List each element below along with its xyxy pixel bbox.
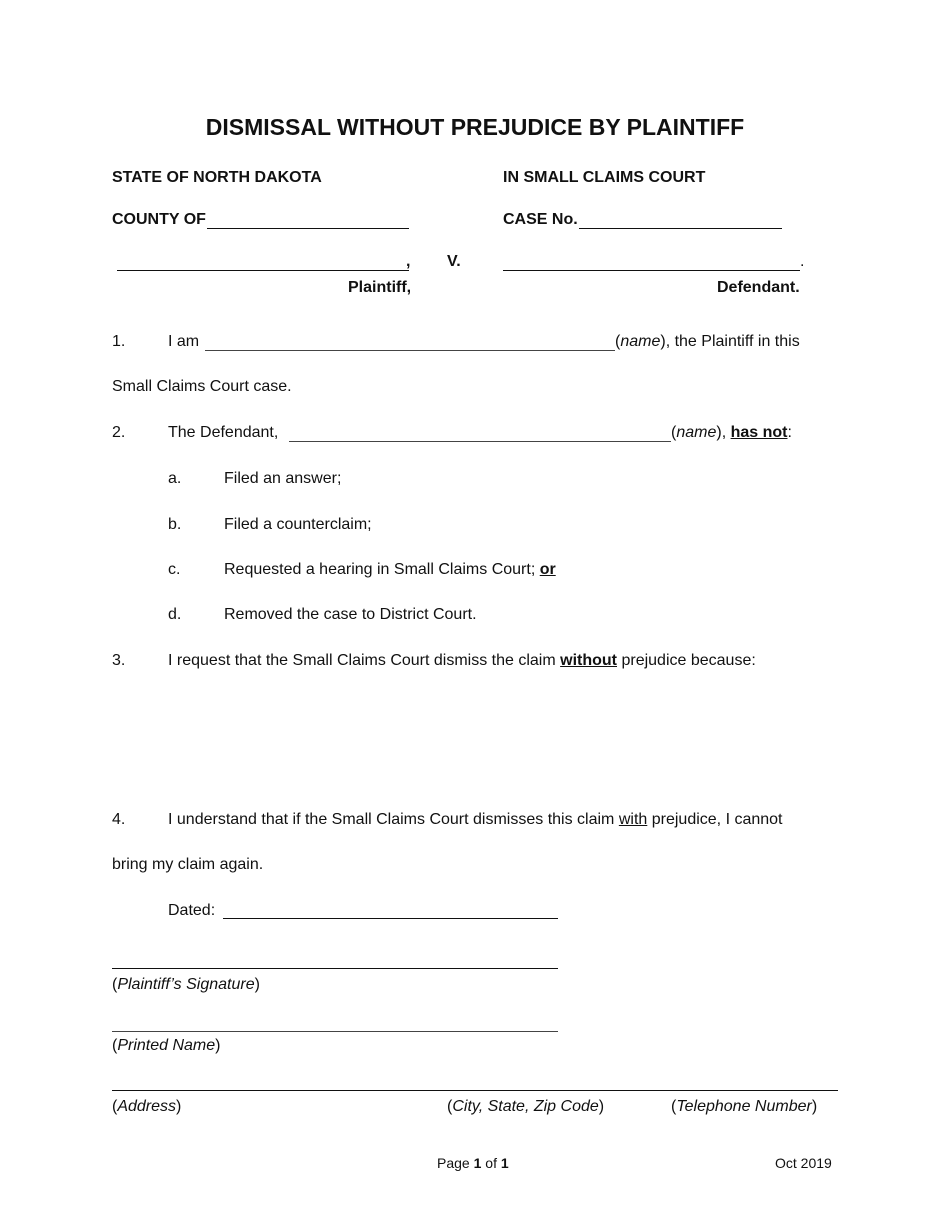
item-2-number: 2. xyxy=(112,424,126,441)
signature-label: (Plaintiff’s Signature) xyxy=(112,976,260,993)
defendant-name-field-2[interactable] xyxy=(289,441,671,442)
item-4-continuation: bring my claim again. xyxy=(112,856,264,873)
dated-label: Dated: xyxy=(168,902,216,919)
subitem-letter: c. xyxy=(168,561,181,578)
plaintiff-name-field[interactable] xyxy=(117,270,409,271)
item-1-continuation: Small Claims Court case. xyxy=(112,378,292,395)
reason-area[interactable] xyxy=(168,680,838,790)
item-4-number: 4. xyxy=(112,811,126,828)
defendant-period: . xyxy=(800,253,805,270)
subitem-text: Filed an answer; xyxy=(224,470,342,487)
plaintiff-comma: , xyxy=(406,253,411,270)
versus-label: V. xyxy=(447,253,461,270)
printed-name-label: (Printed Name) xyxy=(112,1037,221,1054)
item-2-name-note: (name), has not: xyxy=(671,424,792,441)
page-number: Page 1 of 1 xyxy=(437,1155,509,1171)
subitem-letter: b. xyxy=(168,516,182,533)
county-label: COUNTY OF xyxy=(112,211,206,228)
subitem-letter: d. xyxy=(168,606,182,623)
printed-name-field[interactable] xyxy=(112,1031,558,1032)
item-1-name-note: (name), the Plaintiff in this xyxy=(615,333,800,350)
item-3-text: I request that the Small Claims Court dismiss the claim without prejudice because: xyxy=(168,652,756,669)
case-number-label: CASE No. xyxy=(503,211,578,228)
plaintiff-label: Plaintiff, xyxy=(348,279,412,296)
form-revision-date: Oct 2019 xyxy=(775,1155,832,1171)
subitem-text: Requested a hearing in Small Claims Court; or xyxy=(224,561,556,578)
date-field[interactable] xyxy=(223,918,558,919)
item-3-number: 3. xyxy=(112,652,126,669)
subitem-text: Filed a counterclaim; xyxy=(224,516,372,533)
item-4-text: I understand that if the Small Claims Court dismisses this claim with prejudice, I cannot xyxy=(168,811,783,828)
item-1-prefix: I am xyxy=(168,333,200,350)
page-title: DISMISSAL WITHOUT PREJUDICE BY PLAINTIFF xyxy=(205,114,745,140)
address-label: (Address) xyxy=(112,1098,182,1115)
state-label: STATE OF NORTH DAKOTA xyxy=(112,169,322,186)
defendant-label: Defendant. xyxy=(717,279,800,296)
item-1-number: 1. xyxy=(112,333,126,350)
city-state-zip-label: (City, State, Zip Code) xyxy=(447,1098,605,1115)
subitem-text: Removed the case to District Court. xyxy=(224,606,477,623)
county-field[interactable] xyxy=(207,228,409,229)
plaintiff-self-name-field[interactable] xyxy=(205,350,615,351)
subitem-letter: a. xyxy=(168,470,182,487)
telephone-label: (Telephone Number) xyxy=(671,1098,818,1115)
case-number-field[interactable] xyxy=(579,228,782,229)
item-2-prefix: The Defendant, xyxy=(168,424,279,441)
court-label: IN SMALL CLAIMS COURT xyxy=(503,169,706,186)
plaintiff-signature-field[interactable] xyxy=(112,968,558,969)
defendant-name-field[interactable] xyxy=(503,270,800,271)
address-line-field[interactable] xyxy=(112,1090,838,1091)
